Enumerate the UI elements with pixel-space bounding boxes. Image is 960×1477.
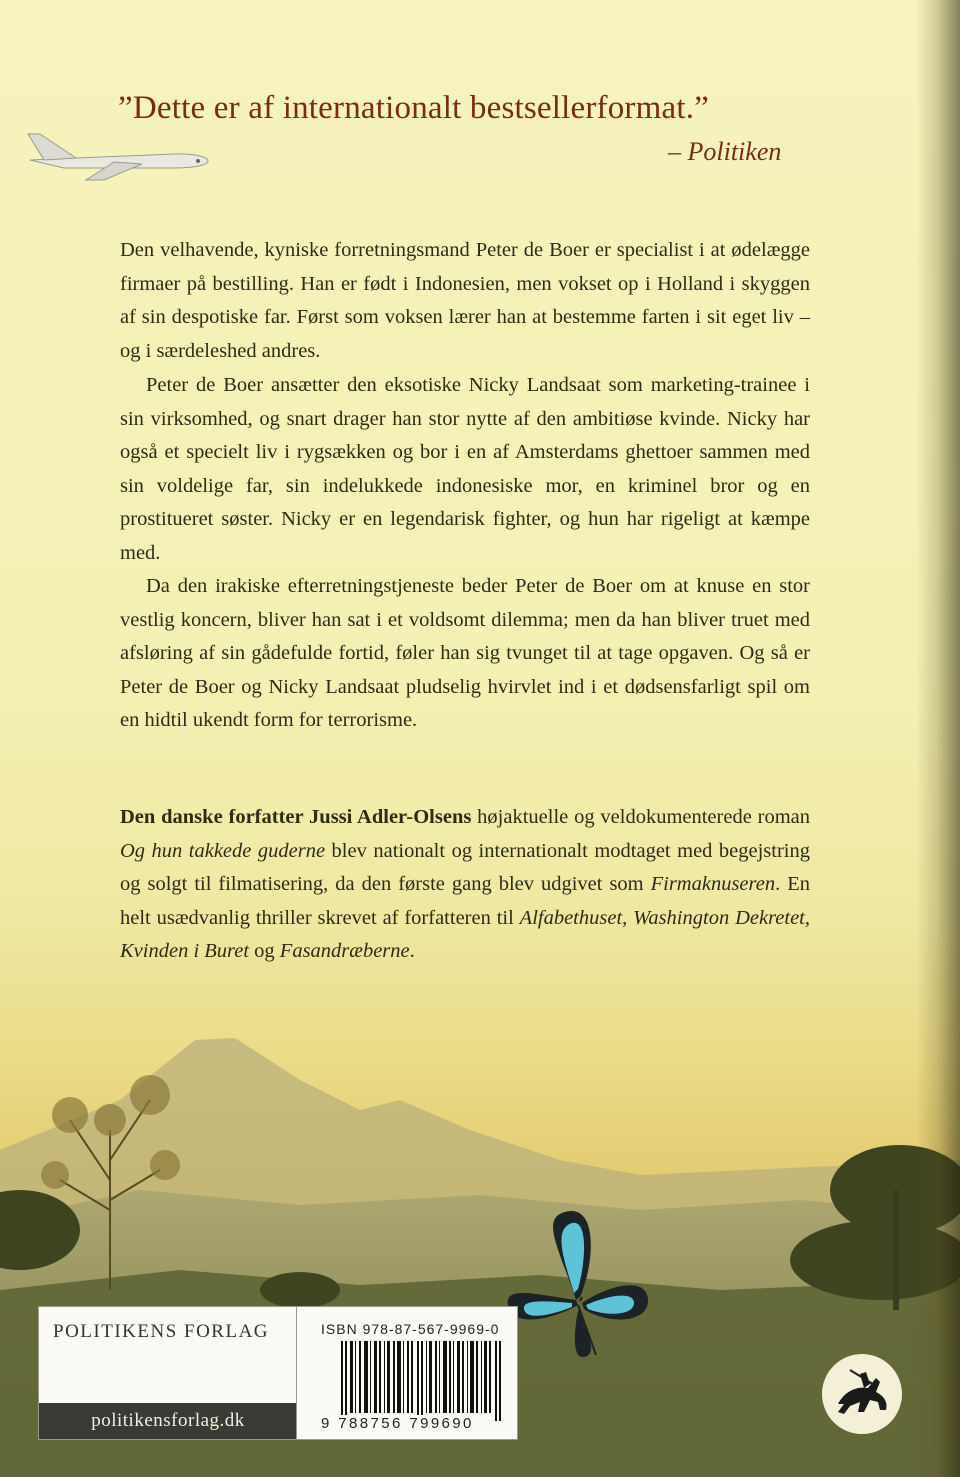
author-lead: Den danske forfatter Jussi Adler-Olsens — [120, 806, 472, 828]
publisher-url: politikensforlag.dk — [39, 1403, 297, 1439]
author-paragraph — [120, 801, 810, 969]
horse-rider-logo — [820, 1352, 904, 1436]
publisher-name: POLITIKENS FORLAG — [53, 1321, 270, 1342]
author-text-4: og — [249, 940, 280, 963]
spine-shadow — [916, 0, 960, 1477]
ean-digits: 9 788756 799690 — [321, 1415, 474, 1432]
airplane-icon — [24, 124, 214, 184]
title-og-hun-takkede-guderne: Og hun takkede guderne — [120, 839, 326, 862]
barcode-icon — [341, 1341, 501, 1421]
blurb-paragraph-2: Peter de Boer ansætter den eksotiske Nicky Landsaat som marketing-trainee i sin virksomhed, og snart drager han stor nytte af den ambitiøse kvinde. Nicky har også et specielt liv i rygsækken og bor i en af Amsterdams ghettoer sammen med sin voldelige far, sin indelukkede indonesiske mor, en kriminel bror og en prostitueret søster. Nicky er en legendarisk fighter, og hun har rigeligt at kæmpe med. — [120, 374, 810, 564]
titles-other-books: Alfabethuset, Washington Dekretet, Kvinden i Buret — [120, 906, 810, 963]
publisher-box — [38, 1306, 298, 1440]
butterfly-icon — [498, 1205, 668, 1365]
isbn-number: ISBN 978-87-567-9969-0 — [321, 1321, 500, 1337]
blurb-paragraph-3: Da den irakiske efterretningstjeneste beder Peter de Boer om at knuse en stor vestlig koncern, bliver han sat i et voldsomt dilemma; men da han bliver truet med afsløring af sin gådefulde fortid, føler han sig tvunget til at tage opgaven. Og så er Peter de Boer og Nicky Landsaat pludselig hvirvlet ind i et dødsensfarligt spil om en hidtil ukendt form for terrorisme. — [120, 575, 810, 732]
barcode-box — [296, 1306, 518, 1440]
author-text-1: højaktuelle og veldokumenterede roman — [471, 806, 811, 828]
title-fasandraeberne: Fasandræberne — [279, 940, 410, 963]
title-firmaknuseren: Firmaknuseren — [650, 873, 776, 896]
author-text-5: . — [409, 940, 415, 963]
author-text-2: blev nationalt og internationalt modtaget med begejstring og solgt til filmatisering, da den første gang blev udgivet som — [120, 839, 810, 896]
quote-source: – Politiken — [668, 137, 782, 166]
blurb-paragraph-1: Den velhavende, kyniske forretningsmand Peter de Boer er specialist i at ødelægge firmaer på bestilling. Han er født i Indonesien, men vokset op i Holland i skyggen af sin despotiske far. Først som voksen lærer han at bestemme farten i sit eget liv – og i særdeleshed andres. — [120, 239, 810, 362]
press-quote: ”Dette er af internationalt bestsellerformat.” — [118, 90, 710, 126]
author-text-3: . En helt usædvanlig thriller skrevet af forfatteren til — [120, 873, 810, 929]
